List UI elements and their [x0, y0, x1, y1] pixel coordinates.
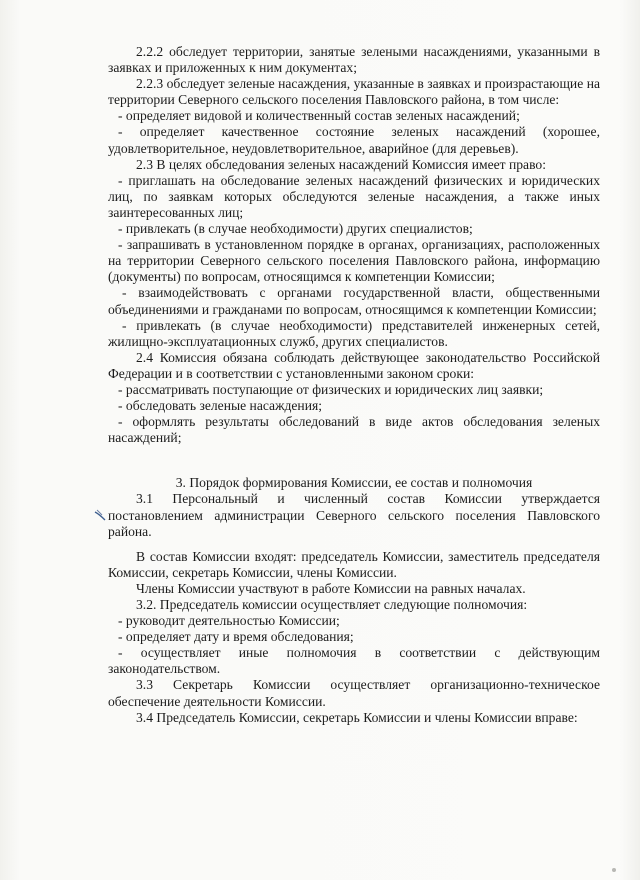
list-item: - взаимодействовать с органами государственной власти, общественными объединениями и гражданами по вопросам, относящимся к компетенции Комиссии; — [108, 285, 600, 317]
clause-2-2-2: 2.2.2 обследует территории, занятые зелеными насаждениями, указанными в заявках и приложенных к ним документах; — [108, 44, 600, 76]
list-item: - рассматривать поступающие от физических и юридических лиц заявки; — [118, 381, 544, 397]
list-item: - приглашать на обследование зеленых насаждений физических и юридических лиц, по заявкам которых обследуются зеленые насаждения, а также иных заинтересованных лиц; — [108, 172, 600, 220]
document-body — [108, 44, 600, 726]
section-heading-3: 3. Порядок формирования Комиссии, ее состав и полномочия — [175, 475, 533, 491]
list-item: - привлекать (в случае необходимости) представителей инженерных сетей, жилищно-эксплуатационных служб, других специалистов. — [108, 317, 600, 349]
list-item: - привлекать (в случае необходимости) других специалистов; — [118, 221, 473, 237]
clause-3-2: 3.2. Председатель комиссии осуществляет следующие полномочия: — [136, 597, 528, 612]
list-item: - запрашивать в установленном порядке в органах, организациях, расположенных на территории Северного сельского поселения Павловского района, информацию (документы) по вопросам, относящимся к компетенции Комиссии; — [108, 237, 600, 285]
list-item: - осуществляет иные полномочия в соответствии с действующим законодательством. — [108, 645, 600, 677]
list-item: - руководит деятельностью Комиссии; — [118, 613, 340, 629]
commission-members-paragraph: В состав Комиссии входят: председатель Комиссии, заместитель председателя Комиссии, секретарь Комиссии, члены Комиссии. — [108, 548, 600, 580]
list-item: - определяет качественное состояние зеленых насаждений (хорошее, удовлетворительное, неудовлетворительное, аварийное (для деревьев). — [108, 124, 600, 156]
list-item: - определяет дату и время обследования; — [118, 629, 354, 645]
clause-2-3: 2.3 В целях обследования зеленых насаждений Комиссия имеет право: — [136, 156, 546, 172]
list-item: - определяет видовой и количественный состав зеленых насаждений; — [118, 108, 520, 124]
clause-2-2-3: 2.2.3 обследует зеленые насаждения, указанные в заявках и произрастающие на территории Северного сельского поселения Павловского района, в том числе: — [108, 76, 600, 108]
scan-dot-icon — [612, 868, 616, 872]
commission-equality-paragraph: Члены Комиссии участвуют в работе Комиссии на равных началах. — [136, 580, 526, 596]
clause-3-3: 3.3 Секретарь Комиссии осуществляет организационно-техническое обеспечение деятельности Комиссии. — [108, 677, 600, 709]
list-item: - обследовать зеленые насаждения; — [118, 398, 323, 414]
clause-3-4: 3.4 Председатель Комиссии, секретарь Комиссии и члены Комиссии вправе: — [136, 709, 578, 725]
clause-2-4: 2.4 Комиссия обязана соблюдать действующее законодательство Российской Федерации и в соответствии с установленными законом сроки: — [108, 349, 600, 381]
pen-mark-icon — [93, 508, 109, 522]
list-item: - оформлять результаты обследований в виде актов обследования зеленых насаждений; — [108, 414, 600, 446]
clause-3-1: 3.1 Персональный и численный состав Комиссии утверждается постановлением администрации Северного сельского поселения Павловского района. — [108, 491, 600, 539]
